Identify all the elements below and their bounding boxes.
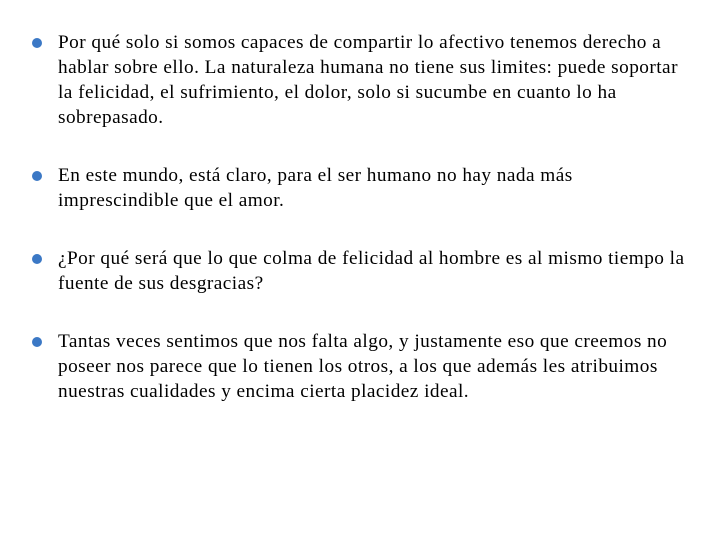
bullet-item: [32, 329, 692, 404]
bullet-text: Tantas veces sentimos que nos falta algo, y justamente eso que creemos no poseer nos parece que lo tienen los otros, a los que además les atribuimos nuestras cualidades y encima cierta placidez ideal.: [58, 331, 668, 402]
round-bullet-icon: [32, 254, 42, 264]
round-bullet-icon: [32, 38, 42, 48]
bullet-list: [32, 30, 692, 437]
round-bullet-icon: [32, 337, 42, 347]
round-bullet-icon: [32, 171, 42, 181]
bullet-text: Por qué solo si somos capaces de compartir lo afectivo tenemos derecho a hablar sobre ello. La naturaleza humana no tiene sus limites: puede soportar la felicidad, el sufrimiento, el dolor, solo si sucumbe en cuanto lo ha sobrepasado.: [58, 32, 678, 128]
bullet-item: [32, 30, 692, 130]
bullet-text: En este mundo, está claro, para el ser humano no hay nada más imprescindible que el amor.: [58, 165, 573, 211]
bullet-item: [32, 246, 692, 296]
bullet-item: [32, 163, 692, 213]
bullet-text: ¿Por qué será que lo que colma de felicidad al hombre es al mismo tiempo la fuente de sus desgracias?: [58, 248, 685, 294]
